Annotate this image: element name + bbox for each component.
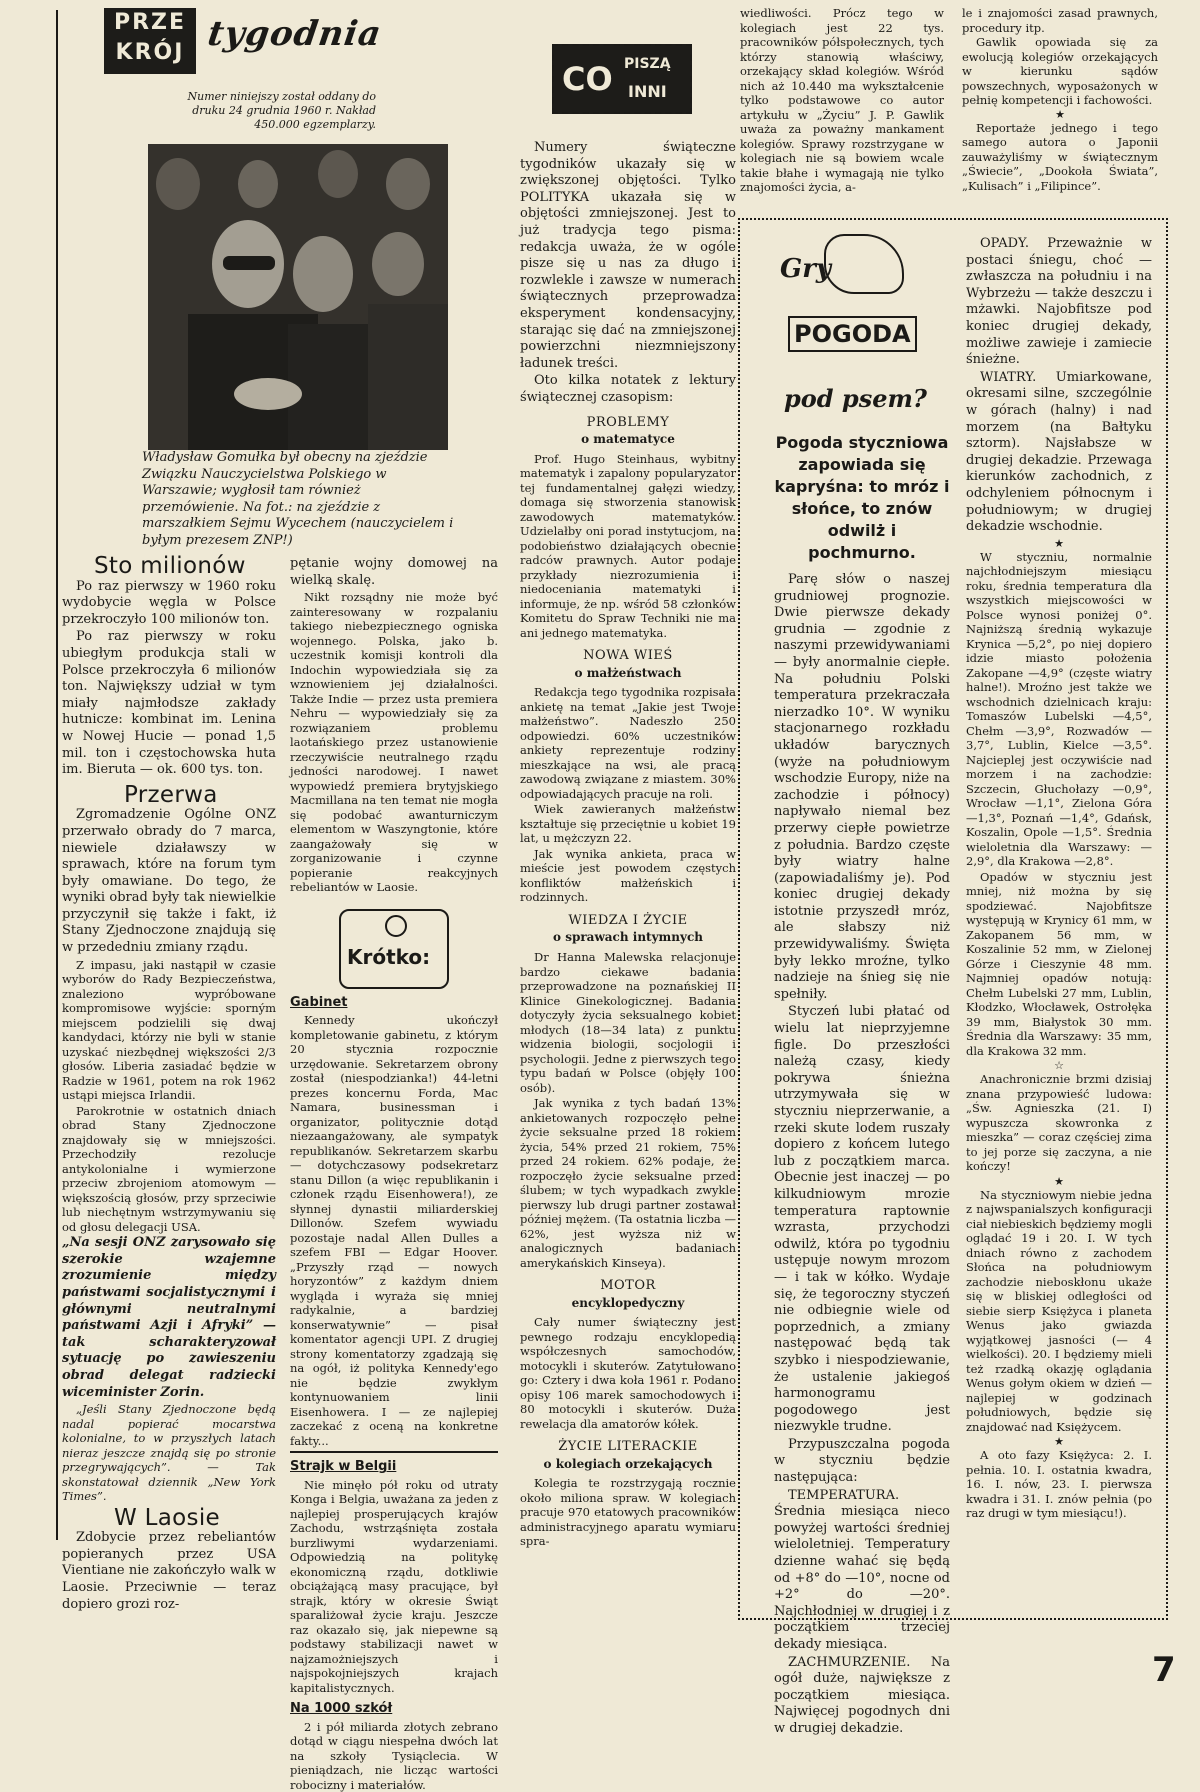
reportaze-text: Reportaże jednego i tego samego autora o Japonii zauważyliśmy w świątecznym „Świecie”, „Dookoła Świata”, „Kulisach” i „Filipince”.: [962, 120, 1158, 193]
przerwa-paragraph-3: Parokrotnie w ostatnich dniach obrad Stany Zjednoczone znajdowały się w mniejszości. Przechodziły rezolucje antykolonialne i wymierzone przeciw zbrojeniom atomowym — większością głosów, przy sprzeciwie lub niechętnym wstrzymywaniu się od głosu delegacji USA.: [62, 1103, 276, 1234]
pogoda-temperature: TEMPERATURA. Średnia miesiąca nieco powyżej wartości średniej wieloletniej. Temperatury dzienne wahać się będą od +8° do —10°, nocne od +2° do —20°. Najchłodniej w drugiej i z początkiem trzeciej dekady miesiąca.: [774, 1487, 950, 1652]
gomulka-photo: [148, 144, 448, 450]
motor-title: MOTOR: [600, 1278, 656, 1294]
top-right-continuation: [962, 6, 1158, 202]
co-pisza-logo-inni: INNI: [628, 82, 667, 101]
problemy-subtitle: o matematyce: [581, 432, 675, 447]
przerwa-title: Przerwa: [124, 781, 218, 808]
zycie-literackie-continuation-3: Gawlik opowiada się za ewolucją kolegiów orzekających w kierunku sądów powszechnych, wyposażonych w pełnię kompetencji i fachowości.: [962, 35, 1158, 107]
co-pisza-logo-co: CO: [562, 60, 613, 98]
pogoda-logo-gry: Gry: [780, 254, 832, 284]
star-separator: ★: [1055, 107, 1065, 121]
top-middle-continuation: [740, 6, 944, 202]
photo-caption: Władysław Gomułka był obecny na zjeździe Związku Nauczycielstwa Polskiego w Warszawie; wygłosił tam również przemówienie. Na fot.: na zjeździe z marszałkiem Sejmu Wycechem (nauczycielem i byłym prezesem ZNP!): [142, 450, 454, 548]
masthead-logo-bottom: KRÓJ: [115, 40, 185, 65]
wiedza-text: Dr Hanna Malewska relacjonuje bardzo ciekawe badania przeprowadzone na poznańskiej II Klinice Ginekologicznej. Badania dotyczyły życia seksualnego kobiet młodych (18—34 lata) z punktu widzenia biologii, socjologii i psychologii. Jedne z pierwszych tego typu badań w Polsce (objęły 100 osób).: [520, 950, 736, 1095]
co-pisza-logo-pisza: PISZĄ: [624, 56, 671, 72]
pogoda-paragraph-2: Styczeń lubi płatać od wielu lat nieprzyjemne figle. Do przeszłości należą czasy, kiedy pokrywa śnieżna utrzymywała się w styczniu nieprzerwanie, a rzeki skute lodem ruszały dopiero z końcem lutego lub z początkiem marca. Obecnie jest inaczej — po kilkudniowym mrozie temperatura raptownie wzrasta, przychodzi odwilż, która po tygodniu ustępuje nowym mrozom — i tak w kółko. Wydaje się, że tegoroczny styczeń nie odbiegnie wiele od poprzednich, a zmiany następować będą tak szybko i niespodziewanie, że ustalenie jakiegoś harmonogramu pogodowego jest niezwykle trudne.: [774, 1004, 950, 1435]
nowa-wies-text: Redakcja tego tygodnika rozpisała ankietę na temat „Jakie jest Twoje małżeństwo”. Nadeszło 250 odpowiedzi. 60% uczestników ankiety reprezentuje rodziny mieszkające na wsi, ale pracą zawodową związane z miastem. 30% odpowiadających pracuje na roli.: [520, 685, 736, 801]
star-separator-2: ★: [1054, 536, 1064, 550]
wiedza-title: WIEDZA I ŻYCIE: [568, 912, 688, 928]
masthead-logo-top: PRZE: [113, 10, 187, 35]
nowa-wies-text-2: Wiek zawieranych małżeństw kształtuje się przeciętnie u kobiet 19 lat, u mężczyzn 22.: [520, 802, 736, 846]
pogoda-logo: [780, 234, 930, 426]
zycie-literackie-text: Kolegia te rozstrzygają rocznie około miliona spraw. W kolegiach pracuje 970 etatowych pracowników administracyjnego aparatu wymiaru spra-: [520, 1476, 736, 1549]
problemy-text: Prof. Hugo Steinhaus, wybitny matematyk i zapalony popularyzator tej fundamentalnej gałęzi wiedzy, domaga się stworzenia stanowisk zawodowych matematyków. Udzielałby oni porad instytucjom, na podobieństwo działających obecnie radców prawnych. Autor podaje przykłady niezrozumienia i niedoceniania matematyki i informuje, że np. wśród 58 członków Komitetu do Spraw Techniki nie ma ani jednego matematyka.: [520, 451, 736, 640]
column-1: [62, 553, 276, 1706]
krotko-logo-text: Krótko:: [347, 944, 431, 969]
pogoda-r1: W styczniu, normalnie najchłodniejszym miesiącu roku, średnia temperatura dla wszystkich miejscowości w Polsce wynosi poniżej 0°. Najniższą średnią wykazuje Krynica —5,2°, po niej dopiero idzie miasto położenia Zakopane —4,9° (częste wiatry halne!). Mroźno jest także we wschodnich dzielnicach kraju: Tomaszów Lubelski —4,5°, Chełm —3,9°, Rozwadów —3,7°, Lublin, Kielce —3,5°. Najcieplej jest oczywiście nad morzem i na zachodzie: Szczecin, Głuchołazy —0,9°, Wrocław —1,1°, Zielona Góra —1,3°, Poznań —1,4°, Gdańsk, Koszalin, Opole —1,5°. Średnia wieloletnia dla Warszawy: —2,9°, dla Krakowa —2,8°.: [966, 549, 1152, 869]
column-3: [520, 140, 736, 1590]
strajk-title: Strajk w Belgii: [290, 1459, 397, 1475]
pogoda-r2: Opadów w styczniu jest mniej, niż można by się spodziewać. Najobfitsze występują w Krynicy 61 mm, w Zakopanem 56 mm, w Koszalinie 52 mm, w Zielonej Górze i Cieszynie 48 mm. Najmniej opadów notują: Chełm Lubelski 27 mm, Lublin, Kłodzko, Włocławek, Ostrołęka 39 mm, Białystok 30 mm. Średnia dla Warszawy: 35 mm, dla Krakowa 32 mm.: [966, 869, 1152, 1058]
zycie-literackie-continuation: wiedliwości. Prócz tego w kolegiach jest 22 tys. pracowników półspołecznych, tych którzy stanowią właściwy, orzekający skład kolegiów. Wśród nich aż 10.440 ma wykształcenie tylko podstawowe co autor artykułu w „Życiu” J. P. Gawlik uważa za poważny mankament kolegiów. Sprawy rozstrzygane w kolegiach nie są bowiem wcale takie błahe i wymagają nie tylko znajomości życia, a-: [740, 6, 944, 194]
problemy-title: PROBLEMY: [586, 414, 670, 430]
laos-paragraph-2: pętanie wojny domowej na wielką skalę.: [290, 556, 498, 588]
sto-paragraph-1: Po raz pierwszy w 1960 roku wydobycie węgla w Polsce przekroczyło 100 milionów ton.: [62, 578, 276, 627]
photo-illustration: [148, 144, 448, 450]
zycie-literackie-title: ŻYCIE LITERACKIE: [558, 1439, 698, 1455]
pogoda-logo-bottom: pod psem?: [784, 384, 927, 413]
pogoda-opady: OPADY. Przeważnie w postaci śniegu, choć — zwłaszcza na południu i na Wybrzeżu — także deszczu i mżawki. Najobfitsze pod koniec drugiej dekady, możliwe zawieje i zamiecie śnieżne.: [966, 236, 1152, 368]
page-number: 7: [1152, 1650, 1176, 1690]
co-pisza-intro-2: Oto kilka notatek z lektury świątecznej czasopism:: [520, 373, 736, 405]
laos-paragraph-3: Nikt rozsądny nie może być zainteresowany w rozpalaniu takiego niebezpiecznego ogniska wojennego. Polska, jako b. uczestnik komisji kontroli dla Indochin wypowiedziała się za wznowieniem jej działalności. Także Indie — przez usta premiera Nehru — wypowiedziały się za rozwiązaniem problemu laotańskiego przez ustanowienie rzeczywiście neutralnego rządu jedności narodowej. I nawet wypowiedź premiera brytyjskiego Macmillana na ten temat nie mogła się podobać awanturniczym elementom w Waszyngtonie, które zaangażowały się w zorganizowanie i czynne popieranie reakcyjnych rebeliantów w Laosie.: [290, 590, 498, 895]
pogoda-paragraph-1: Parę słów o naszej grudniowej prognozie. Dwie pierwsze dekady grudnia — zgodnie z naszymi przewidywaniami — były anormalnie ciepłe. Na południu Polski temperatura przekraczała nierzadko 10°. W wyniku stacjonarnego rozkładu układów barycznych (wyże na południowym wschodzie Europy, niże na zachodzie i północy) napływało niemal bez przerwy ciepłe powietrze z południa. Bardzo częste były wiatry halne (zapowiadaliśmy je). Pod koniec drugiej dekady istotnie przyszedł mróz, ale słabszy niż przewidywaliśmy. Święta były lekko mroźne, tylko nadzieje na śnieg się nie spełniły.: [774, 572, 950, 1002]
motor-subtitle: encyklopedyczny: [571, 1295, 685, 1310]
co-pisza-intro: Numery świąteczne tygodników ukazały się w zwiększonej objętości. Tylko POLITYKA ukazała się w objętości zmniejszonej. Jest to już tradycja tego pisma: redakcja uważa, że w ogóle pisze się u nas za długo i rozwlekle i zawsze w numerach świątecznych przeprowadza eksperyment kondensacyjny, starając się dać na zmniejszonej powierzchni niezmniejszony ładunek treści.: [520, 140, 736, 371]
nowa-wies-text-3: Jak wynika ankieta, praca w mieście jest powodem częstych konfliktów małżeńskich i rodzinnych.: [520, 846, 736, 905]
pogoda-r5: A oto fazy Księżyca: 2. I. pełnia. 10. I. ostatnia kwadra, 16. I. nów, 23. I. pierwsza kwadra i 31. I. znów pełnia (po raz drugi w tym miesiącu!).: [966, 1448, 1152, 1521]
pogoda-wiatry: WIATRY. Umiarkowane, okresami silne, szczególnie w górach (halny) i nad morzem (na Bałtyku sztorm). Najsłabsze w drugiej dekadzie. Przewaga kierunków zachodnich, z odchyleniem północnym i południowym; w drugiej dekadzie wschodnie.: [966, 369, 1152, 535]
przerwa-quote-2: „Jeśli Stany Zjednoczone będą nadal popierać mocarstwa kolonialne, to w przyszłych latach nieraz jeszcze znajdą się po stronie przegrywających”. — Tak skonstatował dziennik „New York Times”.: [62, 1402, 276, 1504]
sto-paragraph-2: Po raz pierwszy w roku ubiegłym produkcja stali w Polsce przekroczyła 6 milionów ton. Największy udział w tym miały najmłodsze zakłady hutnicze: kombinat im. Lenina w Nowej Hucie — ponad 1,5 mil. ton i częstochowska huta im. Bieruta — ok. 600 tys. ton.: [62, 629, 276, 778]
star-separator-5: ★: [1054, 1435, 1064, 1449]
pogoda-column-1: [774, 432, 950, 1736]
wiedza-subtitle: o sprawach intymnych: [553, 930, 703, 945]
nowa-wies-title: NOWA WIEŚ: [583, 648, 673, 664]
pogoda-zachmurzenie: ZACHMURZENIE. Na ogół duże, największe z początkiem miesiąca. Najwięcej pogodnych dni w drugiej dekadzie.: [774, 1654, 950, 1736]
zycie-literackie-subtitle: o kolegiach orzekających: [543, 1456, 713, 1471]
star-separator-3: ☆: [1054, 1059, 1064, 1073]
strajk-text: Nie minęło pół roku od utraty Konga i Belgia, uważana za jeden z najlepiej prosperujących krajów Zachodu, wstrząśnięta została burzliwymi wydarzeniami. Odpowiedzią na politykę ekonomiczną rządu, dotkliwie obciążającą masy pracujące, był strajk, który w okresie Świąt sparaliżował życie kraju. Jeszcze raz okazało się, jak niepewne są podstawy stabilizacji nawet w najzamożniejszych i najspokojniejszych krajach kapitalistycznych.: [290, 1477, 498, 1695]
pogoda-paragraph-3: Przypuszczalna pogoda w styczniu będzie następująca:: [774, 1436, 950, 1486]
szkol-text: 2 i pół miliarda złotych zebrano dotąd w ciągu niespełna dwóch lat na szkoły Tysiąclecia. W pieniądzach, nie licząc wartości robocizny i materiałów.: [290, 1719, 498, 1792]
krotko-stand-icon: [385, 915, 407, 937]
column-2: [290, 556, 498, 1792]
przerwa-quote-1: „Na sesji ONZ zarysowało się szerokie wzajemne zrozumienie między państwami socjalistycznymi i głównymi neutralnymi państwami Azji i Afryki” — tak scharakteryzował sytuację po zawieszeniu obrad delegat radziecki wiceminister Zorin.: [62, 1235, 276, 1400]
pogoda-column-2: [966, 236, 1152, 1616]
pogoda-r3: Anachronicznie brzmi dzisiaj znana przypowieść ludowa: „Św. Agnieszka (21. I) wypuszcza skowronka z mieszka” — coraz częściej zima to jej porze się zaczyna, a nie kończy!: [966, 1072, 1152, 1174]
krotko-logo: [339, 909, 449, 989]
gabinet-rule: [290, 1451, 498, 1453]
nowa-wies-subtitle: o małżeństwach: [574, 665, 682, 680]
gabinet-title: Gabinet: [290, 994, 348, 1010]
wiedza-text-2: Jak wynika z tych badań 13% ankietowanych rozpoczęło pełne życie seksualne przed 18 rokiem życia, 54% przed 21 rokiem, 75% przed 24 rokiem. 62% podaje, że rozpoczęło życie seksualne przed ślubem; w tych wypadkach zwykle pierwszy lub drugi partner zostawał później mężem. (Ta ostatnia liczba — 62%, jest wyższa niż w analogicznych badaniach amerykańskich Kinseya).: [520, 1096, 736, 1270]
pogoda-headline: Pogoda styczniowa zapowiada się kapryśna: to mróz i słońce, to znów odwilż i pochmurno.: [774, 433, 950, 562]
sto-title: Sto milionów: [94, 553, 246, 579]
masthead-weekly: tygodnia: [205, 14, 385, 54]
motor-text: Cały numer świąteczny jest pewnego rodzaju encyklopedią współczesnych samochodów, motocykli i skuterów. Zatytułowano go: Cztery i dwa koła 1961 r. Podano opisy 106 marek samochodowych i 80 motocykli i skuterów. Duża rewelacja dla amatorów kółek.: [520, 1315, 736, 1431]
star-separator-4: ★: [1054, 1174, 1064, 1188]
szkol-title: Na 1000 szkół: [290, 1701, 393, 1717]
zycie-literackie-continuation-2: le i znajomości zasad prawnych, procedury itp.: [962, 6, 1158, 35]
gabinet-text: Kennedy ukończył kompletowanie gabinetu, z którym 20 stycznia rozpocznie urzędowanie. Sekretarzem obrony został (niespodzianka!) 44-letni prezes koncernu Forda, Mac Namara, businessman i organizator, politycznie dotąd niezaangażowany, ale sympatyk republikanów. Sekretarzem skarbu — dotychczasowy podsekretarz stanu Dillon (a więc republikanin i członek rządu Eisenhowera!), ze słynnej dynastii miliarderskiej Dillonów. Szefem wywiadu pozostaje nadal Allen Dulles a szefem FBI — Edgar Hoover. „Przyszły rząd — nowych horyzontów” z każdym dniem wygląda i wyraża się mniej radykalnie, a bardziej konserwatywnie” — pisał komentator agencji UPI. Z drugiej strony komentatorzy zgadzają się na ogół, iż polityka Kennedy'ego nie będzie zwykłym kontynuowaniem linii Eisenhowera. I — ze najlepiej zaczekać z oceną na konkretne fakty...: [290, 1013, 498, 1448]
print-note: Numer niniejszy został oddany do druku 24 grudnia 1960 r. Nakład 450.000 egzemplarzy.: [187, 90, 376, 131]
co-pisza-logo: [552, 44, 692, 114]
przerwa-paragraph-1: Zgromadzenie Ogólne ONZ przerwało obrady do 7 marca, niewiele działawszy w sprawach, które na forum tym były omawiane. Do tego, że wyniki obrad były tak niewielkie przyczynił się także i fakt, iż Stany Zjednoczone znajdują się w przededniu zmiany rządu.: [62, 807, 276, 956]
laos-title: W Laosie: [114, 1504, 220, 1531]
pogoda-logo-title: POGODA: [788, 316, 917, 352]
dog-icon: [824, 234, 904, 294]
przerwa-paragraph-2: Z impasu, jaki nastąpił w czasie wyborów do Rady Bezpieczeństwa, znaleziono wypróbowane kompromisowe wyjście: sporným miejscem podzielili się dwaj kandydaci, którzy nie byli w stanie uzyskać niezbędnej większości 2/3 głosów. Liberia zasiadać będzie w Radzie w 1961, potem na rok 1962 ustąpi miejsca Irlandii.: [62, 957, 276, 1103]
laos-paragraph-1: Zdobycie przez rebeliantów popieranych przez USA Vientiane nie zakończyło walk w Laosie. Przeciwnie — teraz dopiero grozi roz-: [62, 1530, 276, 1612]
pogoda-r4: Na styczniowym niebie jedna z najwspanialszych konfiguracji ciał niebieskich będziemy mogli oglądać 19 i 20. I. W tych dniach równo z zachodem Słońca na południowym zachodzie nieboskłonu ukaże się w bliskiej odległości od siebie sierp Księżyca i planeta Wenus jako gwiazda wyjątkowej jasności (— 4 wielkości). 20. I będziemy mieli też rzadką okazję oglądania Wenus gołym okiem w dzień — najlepiej w godzinach południowych, będzie się znajdować nad Księżycem.: [966, 1187, 1152, 1434]
